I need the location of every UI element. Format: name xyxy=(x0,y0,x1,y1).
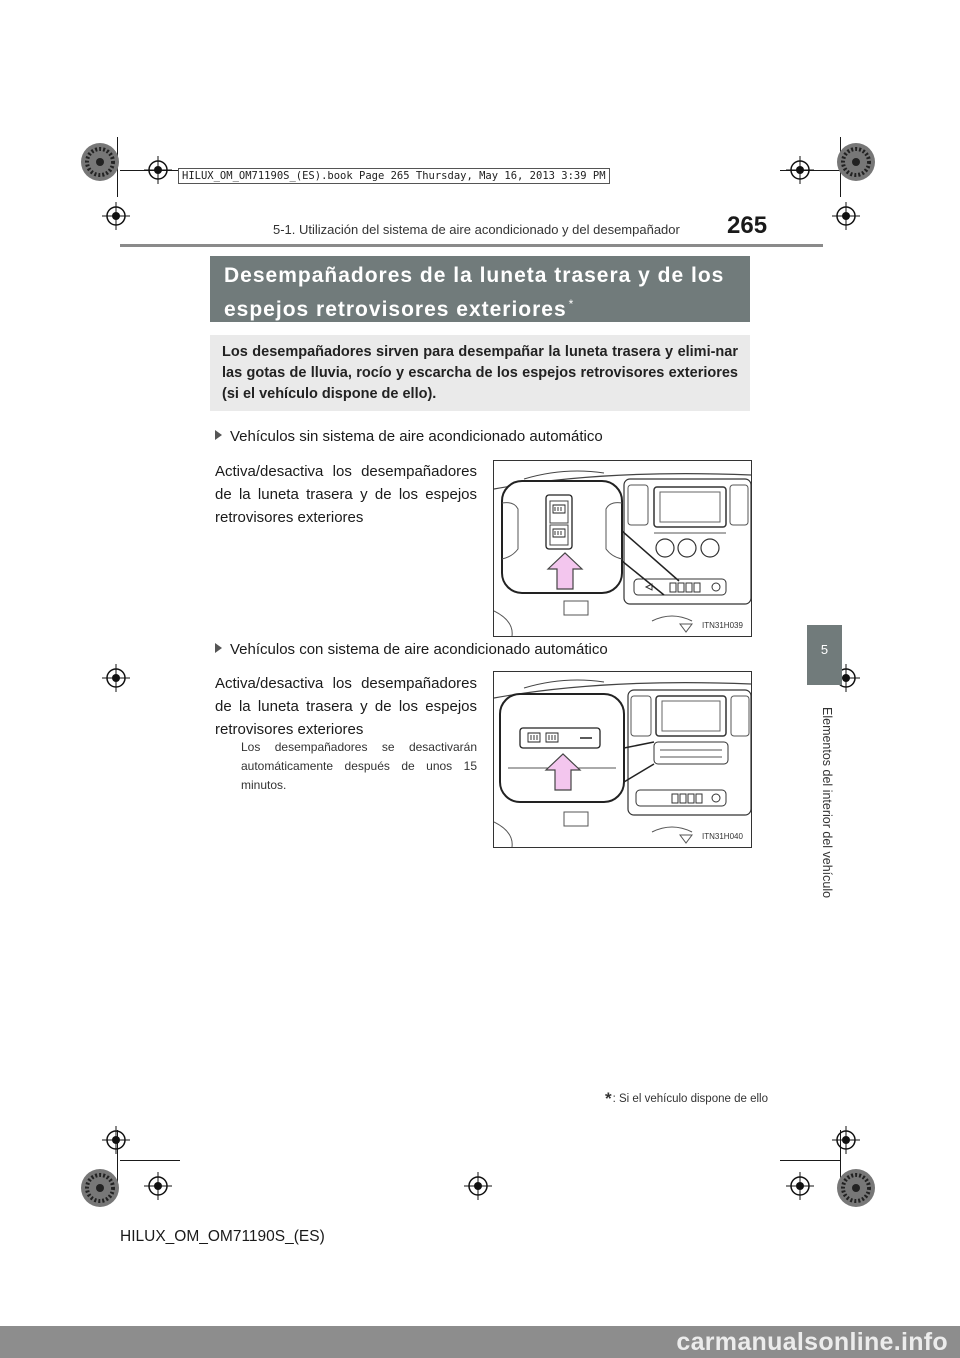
starburst-mark-icon xyxy=(80,142,120,182)
registration-mark-icon xyxy=(464,1172,492,1200)
registration-mark-icon xyxy=(786,1172,814,1200)
title-marker: * xyxy=(568,297,575,311)
intro-box xyxy=(210,335,750,411)
footnote-marker: * xyxy=(605,1089,612,1108)
registration-mark-icon xyxy=(144,156,172,184)
section-description: Activa/desactiva los desempañadores de la luneta trasera y de los espejos retrovisores exteriores xyxy=(215,463,477,526)
chapter-number: 5 xyxy=(820,642,829,657)
registration-mark-icon xyxy=(786,156,814,184)
intro-text: Los desempañadores sirven para desempañar la luneta trasera y elimi-nar las gotas de lluvia, rocío y escarcha de los espejos retrovisores exteriores (si el vehículo dispone de ello). xyxy=(222,344,738,402)
section-description: Activa/desactiva los desempañadores de la luneta trasera y de los espejos retrovisores exteriores xyxy=(215,675,477,738)
header-divider xyxy=(120,244,823,247)
page-number: 265 xyxy=(727,212,768,239)
registration-mark-icon xyxy=(102,1126,130,1154)
page-title: Desempañadores de la luneta trasera y de los espejos retrovisores exteriores * xyxy=(224,264,725,321)
dashboard-illustration xyxy=(493,671,752,848)
registration-mark-icon xyxy=(102,202,130,230)
section-note: Los desempañadores se desactivarán automáticamente después de unos 15 minutos. xyxy=(241,740,477,792)
registration-mark-icon xyxy=(144,1172,172,1200)
title-banner xyxy=(210,256,750,322)
crop-mark xyxy=(120,1160,180,1161)
document-id: HILUX_OM_OM71190S_(ES) xyxy=(120,1228,325,1245)
starburst-mark-icon xyxy=(836,1168,876,1208)
registration-mark-icon xyxy=(832,1126,860,1154)
triangle-bullet-icon xyxy=(215,643,222,653)
chapter-label: Elementos del interior del vehículo xyxy=(820,707,834,899)
footnote: *: Si el vehículo dispone de ello xyxy=(605,1089,768,1108)
chapter-tab xyxy=(807,625,842,685)
dashboard-illustration xyxy=(493,460,752,637)
crop-mark xyxy=(780,1160,840,1161)
starburst-mark-icon xyxy=(836,142,876,182)
figure-code: ITN31H039 xyxy=(702,621,743,630)
section-heading: Vehículos sin sistema de aire acondicionado automático xyxy=(215,428,603,445)
print-stamp: HILUX_OM_OM71190S_(ES).book Page 265 Thursday, May 16, 2013 3:39 PM xyxy=(178,168,610,184)
watermark-bar xyxy=(0,1326,960,1358)
starburst-mark-icon xyxy=(80,1168,120,1208)
section-heading: Vehículos con sistema de aire acondicionado automático xyxy=(215,641,608,658)
watermark-text: carmanualsonline.info xyxy=(676,1328,948,1356)
registration-mark-icon xyxy=(102,664,130,692)
registration-mark-icon xyxy=(832,202,860,230)
triangle-bullet-icon xyxy=(215,430,222,440)
figure-code: ITN31H040 xyxy=(702,832,743,841)
section-header: 5-1. Utilización del sistema de aire acondicionado y del desempañador xyxy=(273,222,680,237)
